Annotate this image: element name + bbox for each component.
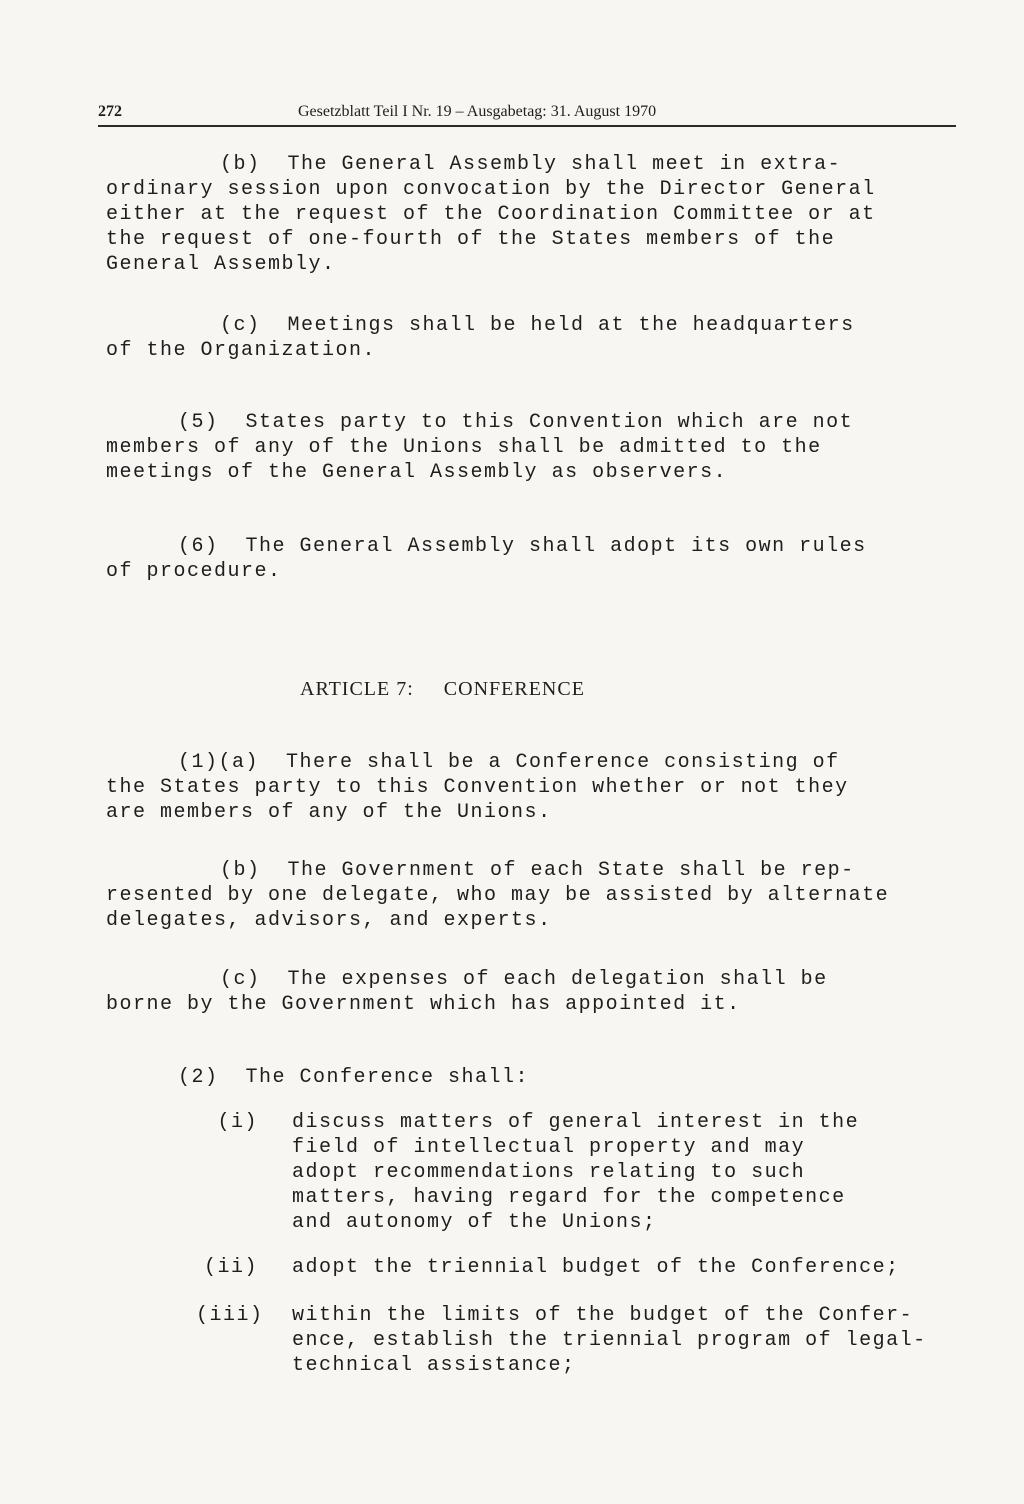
paragraph-2: (2) The Conference shall: (178, 1066, 530, 1089)
list-item-text: adopt the triennial budget of the Conference; (292, 1256, 900, 1279)
list-item-label: (i) (217, 1111, 258, 1134)
gazette-title: Gesetzblatt Teil I Nr. 19 – Ausgabetag: 31. August 1970 (298, 103, 657, 120)
page-number: 272 (98, 103, 122, 120)
list-item-text: discuss matters of general interest in the field of intellectual property and may adopt recommendations relating to such matters, having regard for the competence and autonomy of the Unions; (292, 1111, 860, 1234)
list-item-label: (ii) (203, 1256, 258, 1279)
paragraph-1a: (1)(a) There shall be a Conference consisting of the States party to this Convention whether or not they are members of any of the Unions. (106, 751, 849, 824)
page-header (98, 103, 956, 127)
paragraph-5: (5) States party to this Convention which are not members of any of the Unions shall be admitted to the meetings of the General Assembly as observers. (106, 411, 854, 484)
article-label: ARTICLE 7: (300, 678, 414, 700)
paragraph-1b: (b) The Government of each State shall be rep- resented by one delegate, who may be assisted by alternate delegates, advisors, and experts. (106, 859, 890, 932)
list-item-label: (iii) (196, 1304, 264, 1327)
paragraph-4c: (c) Meetings shall be held at the headquarters of the Organization. (106, 314, 855, 362)
article-title: CONFERENCE (443, 678, 585, 700)
list-item-text: within the limits of the budget of the Confer- ence, establish the triennial program of legal- technical assistance; (292, 1304, 927, 1377)
paragraph-6: (6) The General Assembly shall adopt its own rules of procedure. (106, 535, 867, 583)
article-heading (300, 678, 585, 701)
paragraph-1c: (c) The expenses of each delegation shall be borne by the Government which has appointed it. (106, 968, 828, 1016)
paragraph-4b: (b) The General Assembly shall meet in extra- ordinary session upon convocation by the Director General either at the request of the Coordination Committee or at the request of one-fourth of the States members of the General Assembly. (106, 153, 876, 276)
